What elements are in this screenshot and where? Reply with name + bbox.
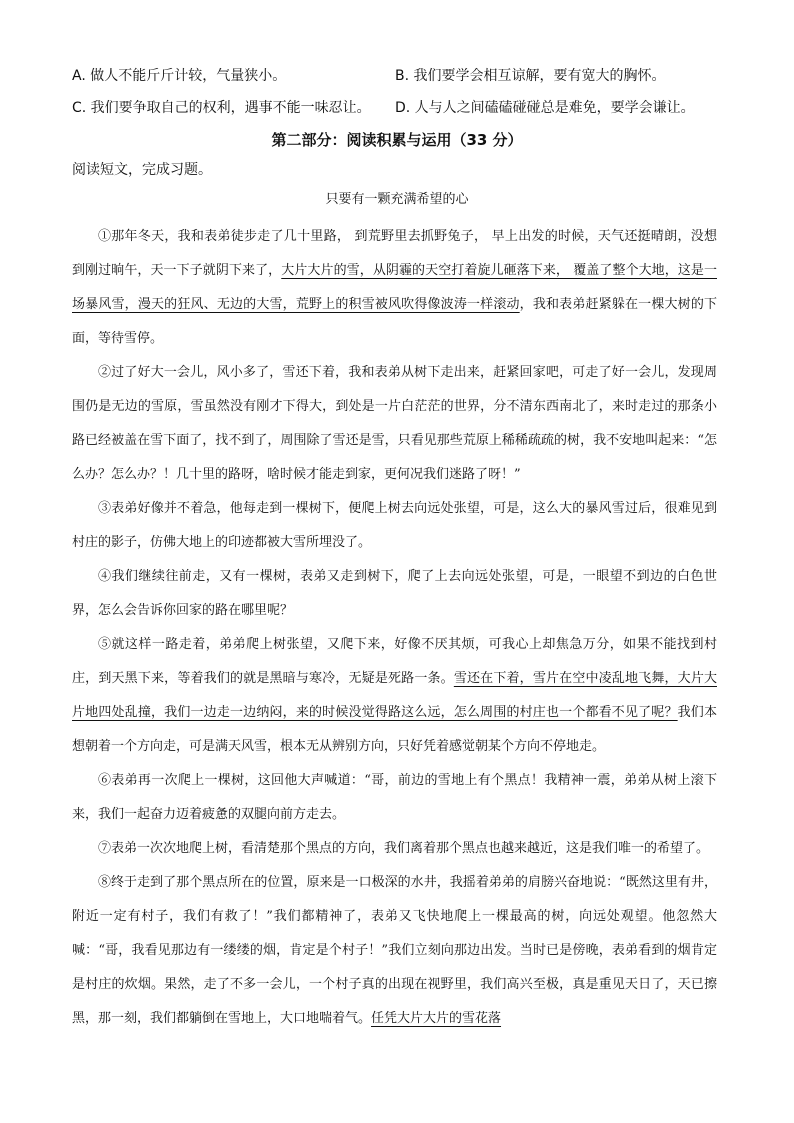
article-paragraph — [72, 220, 717, 356]
article-paragraph — [72, 560, 717, 628]
option-c: C. 我们要争取自己的权利，遇事不能一味忍让。 — [72, 100, 371, 116]
passage-text: 我们本想朝着一个方向走，可是满天风雪，根本无从辨别方向，只好凭着感觉朝某个方向不停地走。 — [72, 705, 717, 754]
option-d: D. 人与人之间磕磕碰碰总是难免，要学会谦让。 — [395, 100, 695, 116]
passage-text: ，我和表弟赶紧躲在一棵大树的下面，等待雪停。 — [72, 297, 717, 346]
underlined-passage: 任凭大片大片的雪花落 — [371, 1011, 502, 1026]
passage-text: ③表弟好像并不着急，他每走到一棵树下，便爬上树去向远处张望，可是，这么大的暴风雪过后，很难见到村庄的影子，仿佛大地上的印迹都被大雪所埋没了。 — [72, 501, 717, 550]
article-paragraph — [72, 492, 717, 560]
article-paragraph — [72, 866, 717, 1036]
passage-text: ②过了好大一会儿，风小多了，雪还下着，我和表弟从树下走出来，赶紧回家吧，可走了好一会儿，发现周围仍是无边的雪原，雪虽然没有刚才下得大，到处是一片白茫茫的世界，分不清东西南北了，来时走过的那条小路已经被盖在雪下面了，找不到了，周围除了雪还是雪，只看见那些荒原上稀稀疏疏的树，我不安地叫起来：“怎么办？怎么办？！几十里的路呀，啥时候才能走到家，更何况我们迷路了呀！” — [72, 365, 717, 482]
article-paragraph — [72, 832, 717, 866]
underlined-passage: 雪还在下着，雪片在空中凌乱地飞舞，大片大片地四处乱撞，我们一边走一边纳闷，来的时候没觉得路这么远，怎么周围的村庄也一个都看不见了呢？ — [72, 671, 717, 720]
passage-text: ④我们继续往前走，又有一棵树，表弟又走到树下，爬了上去向远处张望，可是，一眼望不到边的白色世界，怎么会告诉你回家的路在哪里呢？ — [72, 569, 717, 618]
underlined-passage: 大片大片的雪，从阴霾的天空打着旋儿砸落下来， 覆盖了整个大地，这是一场暴风雪，漫天的狂风、无边的大雪，荒野上的积雪被风吹得像波涛一样滚动 — [72, 263, 717, 312]
article-body — [72, 220, 717, 1036]
passage-text: ①那年冬天，我和表弟徒步走了几十里路， 到荒野里去抓野兔子， 早上出发的时候，天气还挺晴朗，没想到刚过晌午，天一下子就阴下来了， — [72, 229, 717, 278]
passage-text: ⑤就这样一路走着，弟弟爬上树张望，又爬下来，好像不厌其烦，可我心上却焦急万分，如果不能找到村庄，到天黑下来，等着我们的就是黑暗与寒冷，无疑是死路一条。 — [72, 637, 717, 686]
passage-text: ⑦表弟一次次地爬上树，看清楚那个黑点的方向，我们离着那个黑点也越来越近，这是我们唯一的希望了。 — [98, 841, 710, 856]
article-paragraph — [72, 764, 717, 832]
passage-text: ⑧终于走到了那个黑点所在的位置，原来是一口极深的水井，我摇着弟弟的肩膀兴奋地说：“既然这里有井，附近一定有村子，我们有救了！”我们都精神了，表弟又飞快地爬上一棵最高的树，向远处观望。他忽然大喊：“哥，我看见那边有一缕缕的烟，肯定是个村子！”我们立刻向那边出发。当时已是傍晚，表弟看到的烟肯定是村庄的炊烟。果然，走了不多一会儿，一个村子真的出现在视野里，我们高兴至极，真是重见天日了，天已擦黑，那一刻，我们都躺倒在雪地上，大口地喘着气。 — [72, 875, 717, 1026]
article-title: 只要有一颗充满希望的心 — [325, 192, 469, 207]
option-a: A. 做人不能斤斤计较，气量狭小。 — [72, 68, 287, 84]
option-b: B. 我们要学会相互谅解，要有宽大的胸怀。 — [395, 68, 666, 84]
section-heading: 第二部分：阅读积累与运用（33 分） — [271, 131, 523, 149]
article-paragraph — [72, 356, 717, 492]
reading-instruction: 阅读短文，完成习题。 — [72, 162, 212, 178]
passage-text: ⑥表弟再一次爬上一棵树，这回他大声喊道：“哥，前边的雪地上有个黑点！我精神一震，弟弟从树上滚下来，我们一起奋力迈着疲惫的双腿向前方走去。 — [72, 773, 717, 822]
article-paragraph — [72, 628, 717, 764]
